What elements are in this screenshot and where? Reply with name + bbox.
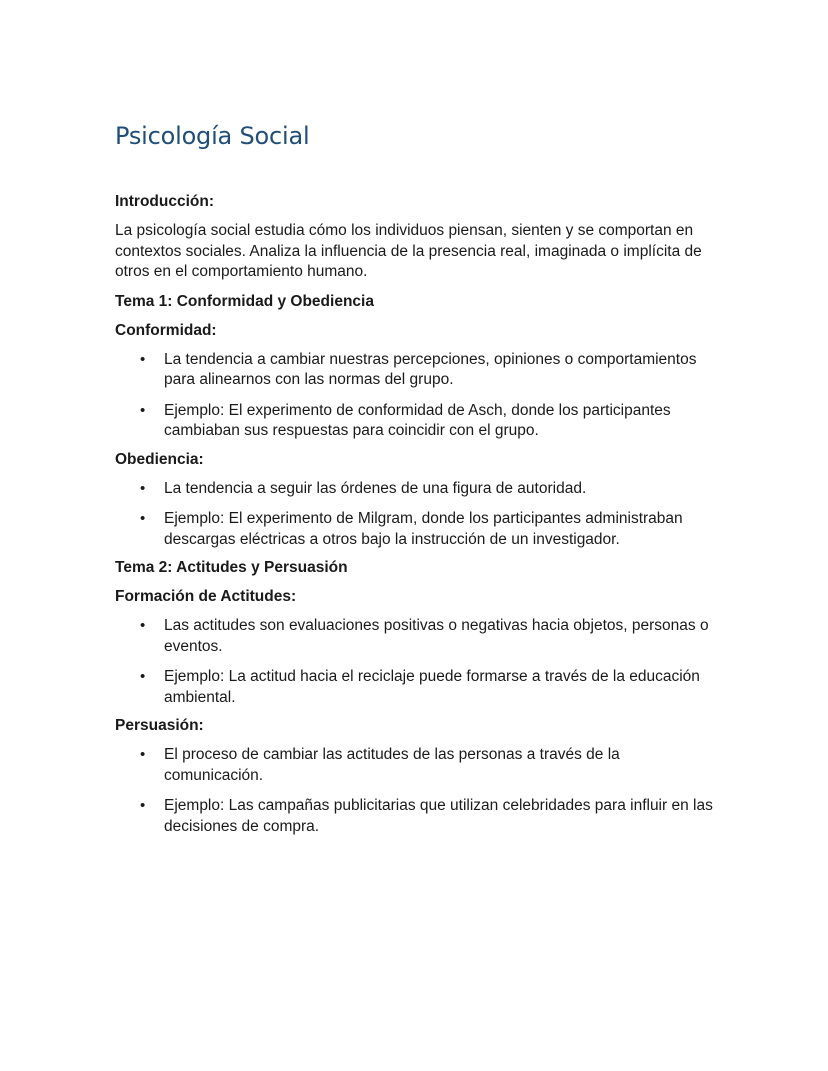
list-item (115, 796, 715, 837)
list-item (115, 667, 715, 708)
list-item-text: Ejemplo: El experimento de Milgram, donde los participantes administraban descargas eléctricas a otros bajo la instrucción de un investigador. (164, 510, 683, 548)
list-item-text: La tendencia a seguir las órdenes de una figura de autoridad. (164, 479, 587, 497)
persuasion-list (115, 745, 715, 837)
list-item-text: Ejemplo: Las campañas publicitarias que utilizan celebridades para influir en las decisiones de compra. (164, 797, 713, 835)
list-item (115, 479, 715, 500)
bullet-icon: • (140, 668, 146, 685)
list-item-text: El proceso de cambiar las actitudes de las personas a través de la comunicación. (164, 746, 620, 784)
list-item (115, 509, 715, 550)
list-item-text: Ejemplo: El experimento de conformidad de Asch, donde los participantes cambiaban sus respuestas para coincidir con el grupo. (164, 401, 671, 439)
document-body (115, 118, 715, 845)
bullet-icon: • (140, 797, 146, 814)
bullet-icon: • (140, 401, 146, 419)
list-item-text: Las actitudes son evaluaciones positivas o negativas hacia objetos, personas o eventos. (164, 617, 709, 655)
bullet-icon: • (140, 510, 146, 527)
bullet-icon: • (140, 746, 146, 763)
document-title: Psicología Social (115, 122, 310, 150)
intro-heading: Introducción: (115, 193, 215, 210)
conformidad-heading: Conformidad: (115, 321, 217, 339)
list-item (115, 745, 715, 786)
persuasion-heading: Persuasión: (115, 717, 204, 734)
list-item (115, 616, 715, 657)
formacion-heading: Formación de Actitudes: (115, 588, 297, 605)
intro-paragraph: La psicología social estudia cómo los individuos piensan, sienten y se comportan en contextos sociales. Analiza la influencia de la presencia real, imaginada o implícita de otros en el comportamiento humano. (115, 222, 702, 280)
tema2-heading: Tema 2: Actitudes y Persuasión (115, 559, 348, 576)
list-item (115, 401, 715, 442)
tema1-heading: Tema 1: Conformidad y Obediencia (115, 292, 374, 310)
obediencia-heading: Obediencia: (115, 450, 204, 468)
bullet-icon: • (140, 350, 146, 368)
list-item (115, 350, 715, 391)
obediencia-list (115, 479, 715, 551)
list-item-text: Ejemplo: La actitud hacia el reciclaje puede formarse a través de la educación ambiental. (164, 668, 700, 706)
bullet-icon: • (140, 479, 146, 497)
formacion-list (115, 616, 715, 708)
conformidad-list (115, 350, 715, 442)
list-item-text: La tendencia a cambiar nuestras percepciones, opiniones o comportamientos para alinearnos con las normas del grupo. (164, 350, 697, 388)
bullet-icon: • (140, 617, 146, 634)
